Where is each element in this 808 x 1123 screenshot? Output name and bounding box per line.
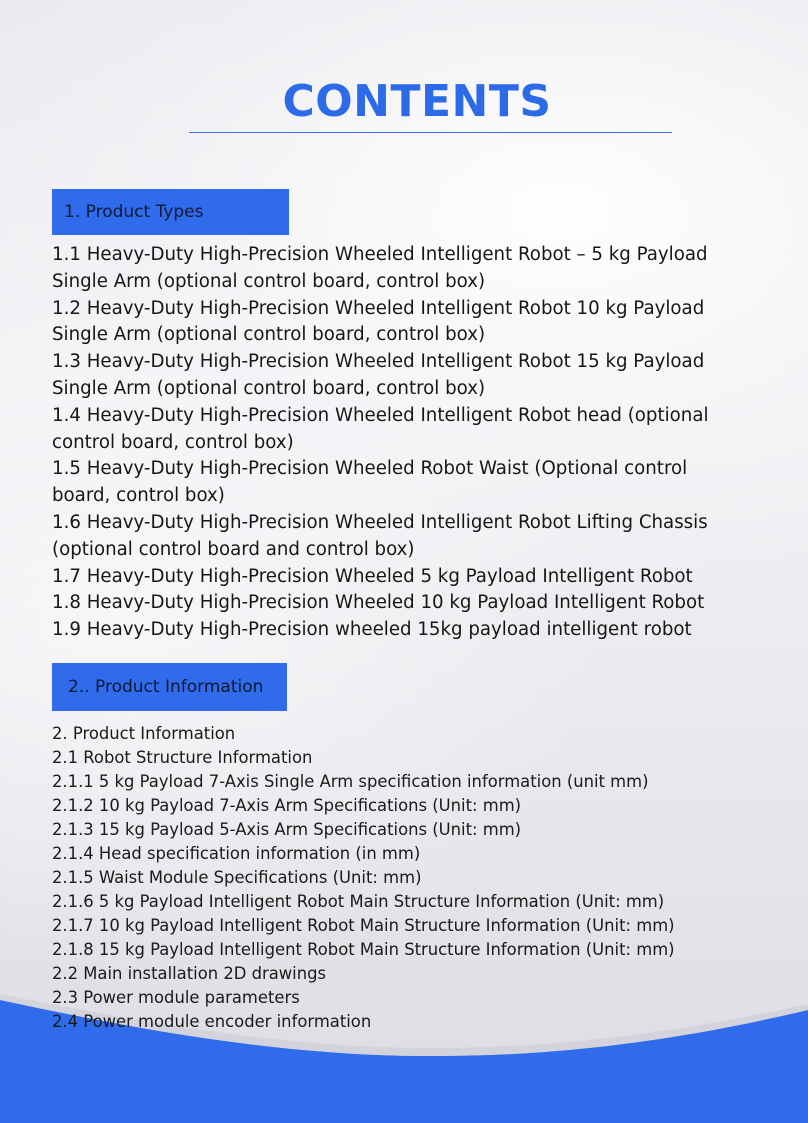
toc-item[interactable]: 2.1.6 5 kg Payload Intelligent Robot Main Structure Information (Unit: mm) [52,892,665,911]
toc-item[interactable]: 2. Product Information [52,724,236,743]
section-header-product-information: 2.. Product Information [52,663,287,711]
toc-item[interactable]: 1.1 Heavy-Duty High-Precision Wheeled Intelligent Robot – 5 kg Payload Single Arm (optional control board, control box) [52,244,708,292]
page-title: CONTENTS [282,76,552,127]
toc-item[interactable]: 2.1.8 15 kg Payload Intelligent Robot Main Structure Information (Unit: mm) [52,940,675,959]
title-underline [189,132,672,133]
product-types-list [52,242,732,644]
toc-item[interactable]: 2.1.3 15 kg Payload 5-Axis Arm Specifications (Unit: mm) [52,820,522,839]
toc-item[interactable]: 2.1.1 5 kg Payload 7-Axis Single Arm specification information (unit mm) [52,772,649,791]
toc-item[interactable]: 1.4 Heavy-Duty High-Precision Wheeled Intelligent Robot head (optional control board, control box) [52,404,709,453]
toc-item[interactable]: 1.8 Heavy-Duty High-Precision Wheeled 10 kg Payload Intelligent Robot [52,592,705,614]
toc-item[interactable]: 2.1.2 10 kg Payload 7-Axis Arm Specifications (Unit: mm) [52,796,522,815]
toc-item[interactable]: 2.3 Power module parameters [52,988,300,1007]
product-information-list [52,722,752,1034]
toc-item[interactable]: 2.1 Robot Structure Information [52,748,313,767]
toc-item[interactable]: 1.2 Heavy-Duty High-Precision Wheeled Intelligent Robot 10 kg Payload Single Arm (optional control board, control box) [52,297,705,346]
toc-item[interactable]: 2.2 Main installation 2D drawings [52,964,327,983]
toc-item[interactable]: 1.6 Heavy-Duty High-Precision Wheeled Intelligent Robot Lifting Chassis (optional control board and control box) [52,511,708,560]
toc-item[interactable]: 2.1.4 Head specification information (in mm) [52,844,421,863]
toc-item[interactable]: 1.5 Heavy-Duty High-Precision Wheeled Robot Waist (Optional control board, control box) [52,458,688,507]
toc-item[interactable]: 1.3 Heavy-Duty High-Precision Wheeled Intelligent Robot 15 kg Payload Single Arm (optional control board, control box) [52,351,705,399]
toc-item[interactable]: 2.4 Power module encoder information [52,1012,372,1031]
toc-item[interactable]: 2.1.7 10 kg Payload Intelligent Robot Main Structure Information (Unit: mm) [52,916,675,935]
toc-item[interactable]: 2.1.5 Waist Module Specifications (Unit: mm) [52,868,422,887]
toc-item[interactable]: 1.9 Heavy-Duty High-Precision wheeled 15kg payload intelligent robot [52,619,692,641]
section-header-product-types: 1. Product Types [52,189,289,235]
toc-item[interactable]: 1.7 Heavy-Duty High-Precision Wheeled 5 kg Payload Intelligent Robot [52,565,693,587]
